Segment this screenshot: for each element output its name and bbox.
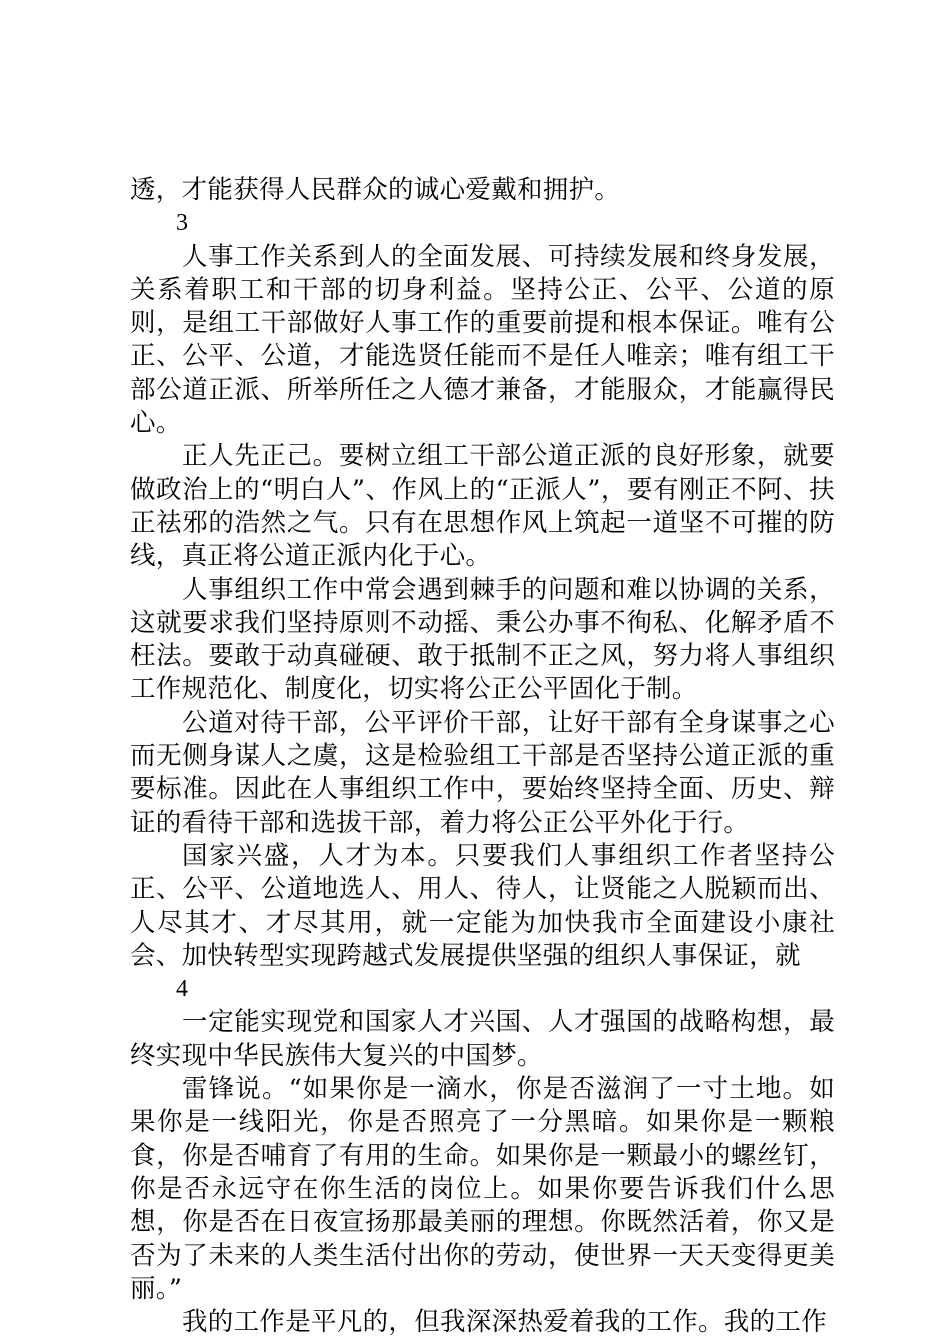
document-page — [130, 174, 835, 1339]
paragraph: 人事工作关系到人的全面发展、可持续发展和终身发展，关系着职工和干部的切身利益。坚持公正、公平、公道的原则，是组工干部做好人事工作的重要前提和根本保证。唯有公正、公平、公道，才能选贤任能而不是任人唯亲；唯有组工干部公道正派、所举所任之人德才兼备，才能服众，才能赢得民心。 — [130, 241, 835, 439]
page-number: 3 — [176, 210, 189, 237]
paragraph: 雷锋说。“如果你是一滴水，你是否滋润了一寸土地。如果你是一线阳光，你是否照亮了一分黑暗。如果你是一颗粮食，你是否哺育了有用的生命。如果你是一颗最小的螺丝钉，你是否永远守在你生活的岗位上。如果你要告诉我们什么思想，你是否在日夜宣扬那最美丽的理想。你既然活着，你又是否为了未来的人类生活付出你的劳动，使世界一天天变得更美丽。” — [130, 1074, 835, 1304]
paragraph: 一定能实现党和国家人才兴国、人才强国的战略构想，最终实现中华民族伟大复兴的中国梦。 — [130, 1007, 835, 1071]
continuation-paragraph: 透，才能获得人民群众的诚心爱戴和拥护。 — [130, 175, 621, 205]
page-number: 4 — [176, 976, 189, 1003]
paragraph: 公道对待干部，公平评价干部，让好干部有全身谋事之心而无侧身谋人之虞，这是检验组工干部是否坚持公道正派的重要标准。因此在人事组织工作中，要始终坚持全面、历史、辩证的看待干部和选拔干部，着力将公正公平外化于行。 — [130, 707, 835, 838]
paragraph: 我的工作是平凡的，但我深深热爱着我的工作。我的工作 — [182, 1307, 828, 1338]
paragraph: 国家兴盛，人才为本。只要我们人事组织工作者坚持公正、公平、公道地选人、用人、待人，让贤能之人脱颖而出、人尽其才、才尽其用，就一定能为加快我市全面建设小康社会、加快转型实现跨越式发展提供坚强的组织人事保证，就 — [130, 840, 835, 971]
paragraph: 正人先正己。要树立组工干部公道正派的良好形象，就要做政治上的“明白人”、作风上的“正派人”，要有刚正不阿、扶正祛邪的浩然之气。只有在思想作风上筑起一道坚不可摧的防线，真正将公道正派内化于心。 — [130, 441, 835, 572]
paragraph: 人事组织工作中常会遇到棘手的问题和难以协调的关系，这就要求我们坚持原则不动摇、秉公办事不徇私、化解矛盾不枉法。要敢于动真碰硬、敢于抵制不正之风，努力将人事组织工作规范化、制度化，切实将公正公平固化于制。 — [130, 574, 835, 705]
